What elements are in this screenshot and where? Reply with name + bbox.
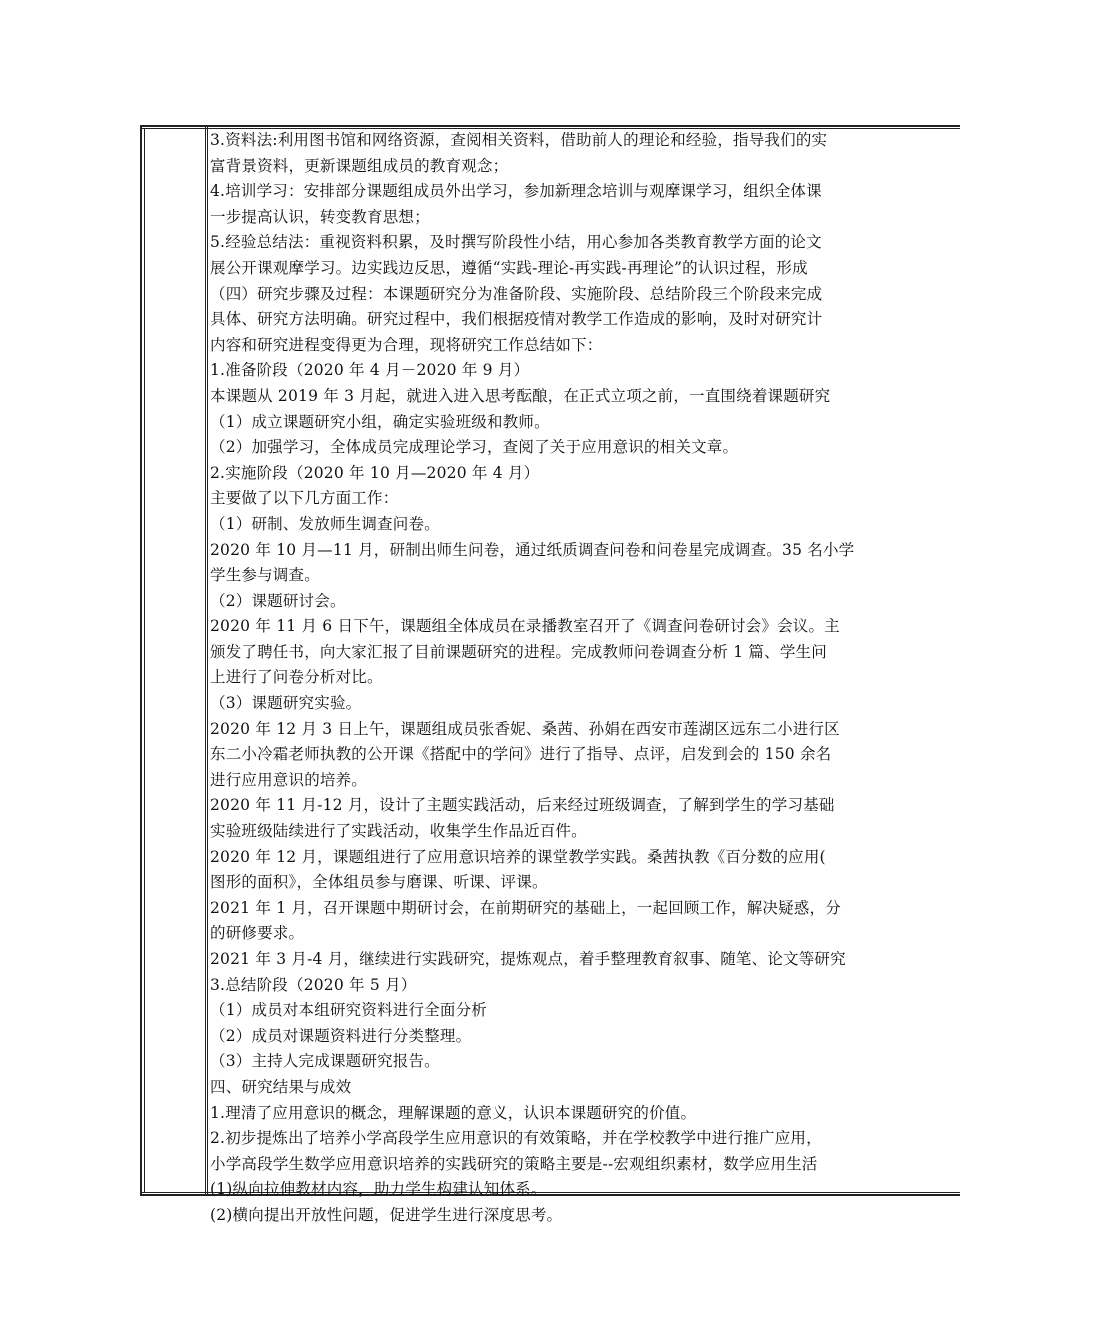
text-line: (2)横向提出开放性问题，促进学生进行深度思考。 <box>210 1205 563 1224</box>
text-line: 图形的面积》，全体组员参与磨课、听课、评课。 <box>210 873 548 892</box>
text-line: 颁发了聘任书，向大家汇报了目前课题研究的进程。完成教师问卷调查分析 1 篇、学生问 <box>210 642 827 661</box>
text-line: 2021 年 1 月，召开课题中期研讨会，在前期研究的基础上，一起回顾工作，解决疑惑，分 <box>210 898 841 917</box>
content-cell <box>207 126 951 1224</box>
text-line: 4.培训学习：安排部分课题组成员外出学习，参加新理念培训与观摩课学习，组织全体课 <box>210 182 822 201</box>
text-line: 2.初步提炼出了培养小学高段学生应用意识的有效策略，并在学校教学中进行推广应用， <box>210 1129 822 1148</box>
text-line: 1.理清了应用意识的概念，理解课题的意义，认识本课题研究的价值。 <box>210 1103 697 1122</box>
text-line: 3.资料法:利用图书馆和网络资源，查阅相关资料，借助前人的理论和经验，指导我们的实 <box>210 131 828 149</box>
text-line: 上进行了问卷分析对比。 <box>210 668 383 687</box>
text-line: （3）主持人完成课题研究报告。 <box>210 1052 440 1071</box>
text-line: (1)纵向拉伸教材内容，助力学生构建认知体系。 <box>210 1180 547 1199</box>
text-line: 主要做了以下几方面工作： <box>210 489 399 508</box>
text-line: 5.经验总结法：重视资料积累，及时撰写阶段性小结，用心参加各类教育教学方面的论文 <box>210 233 822 252</box>
text-line: 小学高段学生数学应用意识培养的实践研究的策略主要是--宏观组织素材，数学应用生活 <box>210 1154 818 1173</box>
text-line: 实验班级陆续进行了实践活动，收集学生作品近百件。 <box>210 822 587 841</box>
document-text <box>210 128 1110 1229</box>
text-line: 进行应用意识的培养。 <box>210 770 368 789</box>
text-line: （2）课题研讨会。 <box>210 591 346 610</box>
left-label-cell <box>140 125 206 1196</box>
text-line: 2020 年 10 月—11 月，研制出师生问卷，通过纸质调查问卷和问卷星完成调查。35 名小学 <box>210 540 855 559</box>
text-line: 东二小冷霜老师执教的公开课《搭配中的学问》进行了指导、点评，启发到会的 150 余名 <box>210 745 832 764</box>
text-line: （四）研究步骤及过程：本课题研究分为准备阶段、实施阶段、总结阶段三个阶段来完成 <box>210 284 823 303</box>
text-line: 一步提高认识，转变教育思想； <box>210 207 430 226</box>
text-line: 富背景资料，更新课题组成员的教育观念； <box>210 156 509 175</box>
text-line: 1.准备阶段（2020 年 4 月－2020 年 9 月） <box>210 361 530 380</box>
text-line: 2.实施阶段（2020 年 10 月—2020 年 4 月） <box>210 463 540 482</box>
text-line: 2020 年 11 月-12 月，设计了主题实践活动，后来经过班级调查，了解到学生的学习基础 <box>210 796 835 815</box>
text-line: 具体、研究方法明确。研究过程中，我们根据疫情对教学工作造成的影响，及时对研究计 <box>210 310 823 329</box>
text-line: 2020 年 12 月 3 日上午，课题组成员张香妮、桑茜、孙娟在西安市莲湖区远东二小进行区 <box>210 719 840 738</box>
text-line: 学生参与调查。 <box>210 566 320 585</box>
text-line: （1）研制、发放师生调查问卷。 <box>210 514 440 533</box>
left-cell-inner-border <box>144 128 205 1193</box>
text-line: （3）课题研究实验。 <box>210 694 362 713</box>
text-line: （2）成员对课题资料进行分类整理。 <box>210 1026 472 1045</box>
text-line: 本课题从 2019 年 3 月起，就进入进入思考酝酿，在正式立项之前，一直围绕着课题研究 <box>210 386 831 405</box>
text-line: 的研修要求。 <box>210 924 305 943</box>
text-line: （1）成员对本组研究资料进行全面分析 <box>210 1001 487 1020</box>
text-line: 2021 年 3 月-4 月，继续进行实践研究，提炼观点，着手整理教育叙事、随笔、论文等研究 <box>210 950 846 968</box>
text-line: （1）成立课题研究小组，确定实验班级和教师。 <box>210 412 550 431</box>
text-line: 2020 年 11 月 6 日下午，课题组全体成员在录播教室召开了《调查问卷研讨会》会议。主 <box>210 617 840 636</box>
text-line: 内容和研究进程变得更为合理，现将研究工作总结如下： <box>210 335 603 354</box>
text-line: 四、研究结果与成效 <box>210 1077 352 1096</box>
text-line: （2）加强学习，全体成员完成理论学习，查阅了关于应用意识的相关文章。 <box>210 438 739 457</box>
text-line: 2020 年 12 月，课题组进行了应用意识培养的课堂教学实践。桑茜执教《百分数的应用( <box>210 847 826 866</box>
text-line: 3.总结阶段（2020 年 5 月） <box>210 975 417 994</box>
text-line: 展公开课观摩学习。边实践边反思，遵循“实践-理论-再实践-再理论”的认识过程，形成 <box>210 258 808 277</box>
